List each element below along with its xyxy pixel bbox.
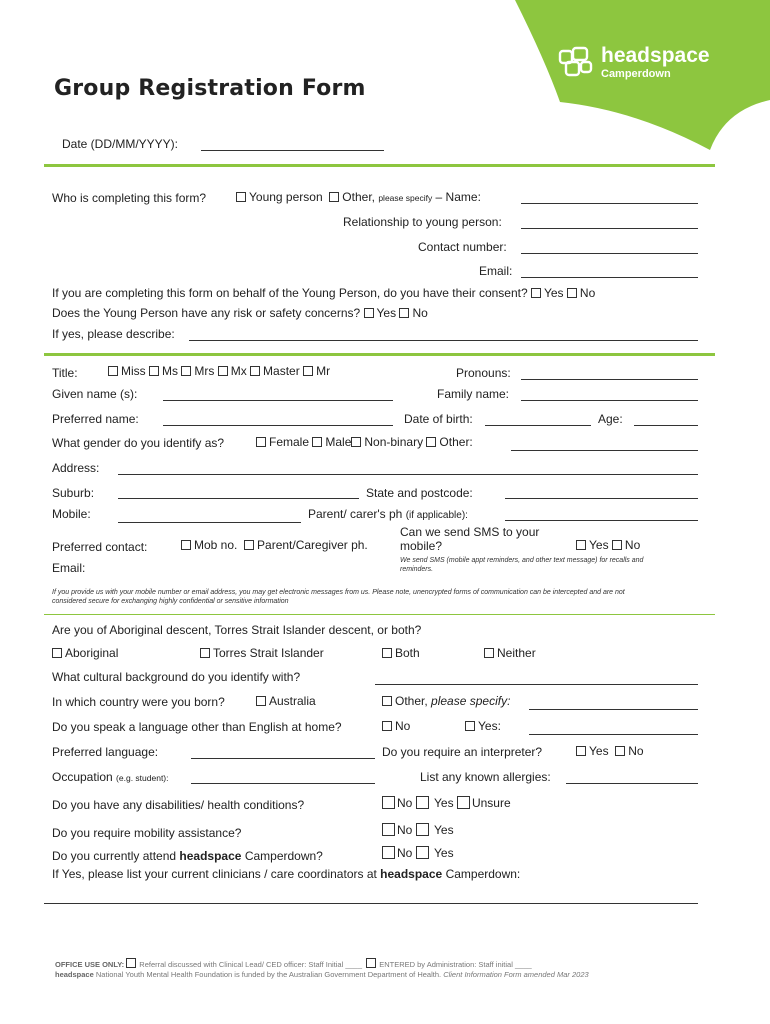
disability-unsure-checkbox[interactable] (457, 796, 470, 809)
country-other-checkbox[interactable] (382, 696, 392, 706)
title-master-label: Master (263, 364, 300, 378)
describe-input[interactable] (189, 340, 698, 341)
sms-options (576, 538, 640, 552)
preferred-name-input[interactable] (163, 425, 393, 426)
who-options (236, 190, 481, 204)
risk-question: Does the Young Person have any risk or safety concerns? (52, 306, 361, 320)
email-input[interactable] (521, 277, 698, 278)
aboriginal-checkbox[interactable] (52, 648, 62, 658)
occupation-row (52, 770, 169, 784)
gender-nonbinary-checkbox[interactable] (351, 437, 361, 447)
title-options (108, 364, 330, 378)
disclaimer-line2: considered secure for exchanging highly confidential or sensitive information (52, 598, 289, 605)
attend-options (382, 846, 454, 860)
risk-no-checkbox[interactable] (399, 308, 409, 318)
torres-label: Torres Strait Islander (213, 646, 324, 660)
footer-brand: headspace (55, 970, 94, 979)
title-label: Title: (52, 366, 78, 380)
occupation-hint: (e.g. student): (116, 773, 169, 783)
attend-no-label: No (397, 846, 413, 860)
sms-yes-checkbox[interactable] (576, 540, 586, 550)
interpreter-no-checkbox[interactable] (615, 746, 625, 756)
occupation-label: Occupation (52, 770, 113, 784)
consent-yes-checkbox[interactable] (531, 288, 541, 298)
sms-no-label: No (624, 538, 641, 552)
clinicians-prefix: If Yes, please list your current clinicians / care coordinators at (52, 867, 377, 881)
state-input[interactable] (505, 498, 698, 499)
risk-row (52, 306, 428, 320)
sms-note-line1: We send SMS (mobile appt reminders, and other text message) for recalls and (400, 557, 644, 564)
disclaimer-line1: If you provide us with your mobile number or email address, you may get electronic messages from us. Please note, unencrypted forms of communication can be intercepted and are not (52, 589, 625, 596)
please-specify-label: please specify (378, 193, 433, 203)
entered-checkbox[interactable] (366, 958, 376, 968)
state-label: State and postcode: (366, 486, 473, 500)
country-other-label: Other, (395, 694, 428, 708)
family-name-input[interactable] (521, 400, 698, 401)
country-specify-label: please specify: (431, 694, 511, 708)
disability-yes-checkbox[interactable] (416, 796, 429, 809)
gender-other-input[interactable] (511, 450, 698, 451)
sms-yes-label: Yes (589, 538, 609, 552)
sms-note-line2: reminders. (400, 566, 434, 573)
torres-checkbox[interactable] (200, 648, 210, 658)
occupation-input[interactable] (191, 783, 375, 784)
email-label: Email: (479, 264, 513, 278)
office-use-row (55, 958, 532, 969)
both-option (382, 646, 420, 660)
entered-label: ENTERED by Administration: Staff initial ____ (379, 960, 532, 969)
clinicians-brand: headspace (380, 867, 443, 881)
section-divider (44, 353, 715, 356)
young-person-label: Young person (249, 190, 323, 204)
consent-no-checkbox[interactable] (567, 288, 577, 298)
gender-male-checkbox[interactable] (312, 437, 322, 447)
consent-no-label: No (579, 286, 596, 300)
attend-yes-label: Yes (434, 846, 454, 860)
interpreter-no-label: No (628, 744, 644, 758)
allergies-input[interactable] (566, 783, 698, 784)
given-name-input[interactable] (163, 400, 393, 401)
gender-other-label: Other: (439, 435, 473, 449)
mobility-no-checkbox[interactable] (382, 823, 395, 836)
risk-yes-label: Yes (376, 306, 397, 320)
mobility-no-label: No (397, 823, 413, 837)
gender-female-checkbox[interactable] (256, 437, 266, 447)
attend-question (52, 849, 323, 863)
section-divider (44, 164, 715, 167)
contact-mob-checkbox[interactable] (181, 540, 191, 550)
attend-suffix: Camperdown? (244, 849, 323, 863)
age-label: Age: (598, 412, 623, 426)
attend-yes-checkbox[interactable] (416, 846, 429, 859)
title-mr-checkbox[interactable] (303, 366, 313, 376)
mobility-options (382, 823, 454, 837)
parent-ph-row (308, 507, 468, 521)
contact-number-input[interactable] (521, 253, 698, 254)
neither-label: Neither (497, 646, 536, 660)
form-title: Group Registration Form (54, 76, 366, 101)
logo-location: Camperdown (601, 68, 671, 80)
disability-options (382, 796, 511, 810)
relationship-label: Relationship to young person: (343, 215, 502, 229)
consent-row (52, 286, 595, 300)
gender-male-label: Male (325, 435, 352, 449)
address-label: Address: (52, 461, 100, 475)
mobility-yes-label: Yes (434, 823, 454, 837)
clinicians-suffix: Camperdown: (445, 867, 521, 881)
title-mr-label: Mr (316, 364, 331, 378)
language-yes-checkbox[interactable] (465, 721, 475, 731)
country-other-input[interactable] (529, 709, 698, 710)
language-yes-option (465, 719, 501, 733)
gender-female-label: Female (269, 435, 310, 449)
risk-yes-checkbox[interactable] (364, 308, 374, 318)
name-label: – Name: (435, 190, 481, 204)
language-yes-label: Yes: (478, 719, 501, 733)
title-master-checkbox[interactable] (250, 366, 260, 376)
preferred-contact-options (181, 538, 368, 552)
title-miss-label: Miss (121, 364, 146, 378)
date-label: Date (DD/MM/YYYY): (62, 137, 179, 151)
interpreter-options (576, 744, 644, 758)
title-mx-checkbox[interactable] (218, 366, 228, 376)
australia-checkbox[interactable] (256, 696, 266, 706)
contact-mob-label: Mob no. (194, 538, 238, 552)
suburb-label: Suburb: (52, 486, 95, 500)
australia-label: Australia (269, 694, 316, 708)
title-mrs-checkbox[interactable] (181, 366, 191, 376)
title-mx-label: Mx (230, 364, 247, 378)
attend-prefix: Do you currently attend (52, 849, 177, 863)
disability-unsure-label: Unsure (471, 796, 511, 810)
sms-question-line2: mobile? (400, 539, 443, 553)
torres-option (200, 646, 324, 660)
country-question: In which country were you born? (52, 695, 225, 709)
pronouns-label: Pronouns: (456, 366, 511, 380)
sms-no-checkbox[interactable] (612, 540, 622, 550)
aboriginal-label: Aboriginal (65, 646, 119, 660)
contact-parent-checkbox[interactable] (244, 540, 254, 550)
gender-nonbinary-label: Non-binary (364, 435, 424, 449)
preferred-name-label: Preferred name: (52, 412, 139, 426)
address-input[interactable] (118, 474, 698, 475)
date-input[interactable] (201, 150, 384, 151)
both-label: Both (395, 646, 420, 660)
preferred-language-label: Preferred language: (52, 745, 159, 759)
preferred-language-input[interactable] (191, 758, 375, 759)
attend-brand: headspace (179, 849, 242, 863)
title-ms-checkbox[interactable] (149, 366, 159, 376)
consent-question: If you are completing this form on behalf of the Young Person, do you have their consent? (52, 286, 528, 300)
gender-options (256, 435, 473, 449)
clinicians-input[interactable] (44, 903, 698, 904)
describe-label: If yes, please describe: (52, 327, 175, 341)
interpreter-yes-checkbox[interactable] (576, 746, 586, 756)
both-checkbox[interactable] (382, 648, 392, 658)
attend-no-checkbox[interactable] (382, 846, 395, 859)
country-other-option (382, 694, 510, 708)
contact-number-label: Contact number: (418, 240, 507, 254)
referral-checkbox[interactable] (126, 958, 136, 968)
other-checkbox[interactable] (329, 192, 339, 202)
headspace-logo-icon (557, 45, 595, 79)
consent-yes-label: Yes (543, 286, 564, 300)
disability-yes-label: Yes (434, 796, 454, 810)
funding-row (55, 970, 589, 979)
title-mrs-label: Mrs (194, 364, 215, 378)
funding-text: National Youth Mental Health Foundation is funded by the Australian Government Department of Health. (95, 970, 442, 979)
cultural-input[interactable] (375, 684, 698, 685)
risk-no-label: No (412, 306, 428, 320)
dob-input[interactable] (485, 425, 591, 426)
age-input[interactable] (634, 425, 698, 426)
language-input[interactable] (529, 734, 698, 735)
mobile-input[interactable] (118, 522, 301, 523)
other-label: Other, (342, 190, 375, 204)
aboriginal-option (52, 646, 118, 660)
language-no-option (382, 719, 410, 733)
dob-label: Date of birth: (404, 412, 473, 426)
clinicians-question (52, 867, 520, 881)
neither-checkbox[interactable] (484, 648, 494, 658)
contact-parent-label: Parent/Caregiver ph. (257, 538, 368, 552)
parent-ph-label: Parent/ carer's ph (308, 507, 403, 521)
young-person-checkbox[interactable] (236, 192, 246, 202)
title-miss-checkbox[interactable] (108, 366, 118, 376)
referral-label: Referral discussed with Clinical Lead/ CED officer: Staff Initial ____ (139, 960, 363, 969)
language-question: Do you speak a language other than English at home? (52, 720, 342, 734)
aboriginal-question: Are you of Aboriginal descent, Torres Strait Islander descent, or both? (52, 623, 422, 637)
family-name-label: Family name: (437, 387, 510, 401)
if-applicable-label: (if applicable): (405, 510, 468, 521)
mobility-question: Do you require mobility assistance? (52, 826, 242, 840)
allergies-label: List any known allergies: (420, 770, 551, 784)
parent-ph-input[interactable] (505, 520, 698, 521)
language-no-checkbox[interactable] (382, 721, 392, 731)
preferred-contact-label: Preferred contact: (52, 540, 148, 554)
office-use-label: OFFICE USE ONLY: (55, 960, 125, 969)
suburb-input[interactable] (118, 498, 359, 499)
section-divider (44, 614, 715, 615)
pronouns-input[interactable] (521, 379, 698, 380)
contact-email-label: Email: (52, 561, 86, 575)
disability-question: Do you have any disabilities/ health conditions? (52, 798, 305, 812)
name-input[interactable] (521, 203, 698, 204)
sms-question-line1: Can we send SMS to your (400, 525, 540, 539)
logo-brand: headspace (601, 44, 710, 67)
relationship-input[interactable] (521, 228, 698, 229)
disability-no-label: No (397, 796, 413, 810)
cultural-question: What cultural background do you identify with? (52, 670, 301, 684)
mobile-label: Mobile: (52, 507, 91, 521)
gender-other-checkbox[interactable] (426, 437, 436, 447)
australia-option (256, 694, 316, 708)
interpreter-question: Do you require an interpreter? (382, 745, 543, 759)
language-no-label: No (395, 719, 411, 733)
neither-option (484, 646, 536, 660)
who-label: Who is completing this form? (52, 191, 207, 205)
title-ms-label: Ms (162, 364, 179, 378)
disability-no-checkbox[interactable] (382, 796, 395, 809)
given-name-label: Given name (s): (52, 387, 138, 401)
interpreter-yes-label: Yes (589, 744, 609, 758)
mobility-yes-checkbox[interactable] (416, 823, 429, 836)
gender-question: What gender do you identify as? (52, 436, 225, 450)
amended-text: Client Information Form amended Mar 2023 (443, 970, 589, 979)
